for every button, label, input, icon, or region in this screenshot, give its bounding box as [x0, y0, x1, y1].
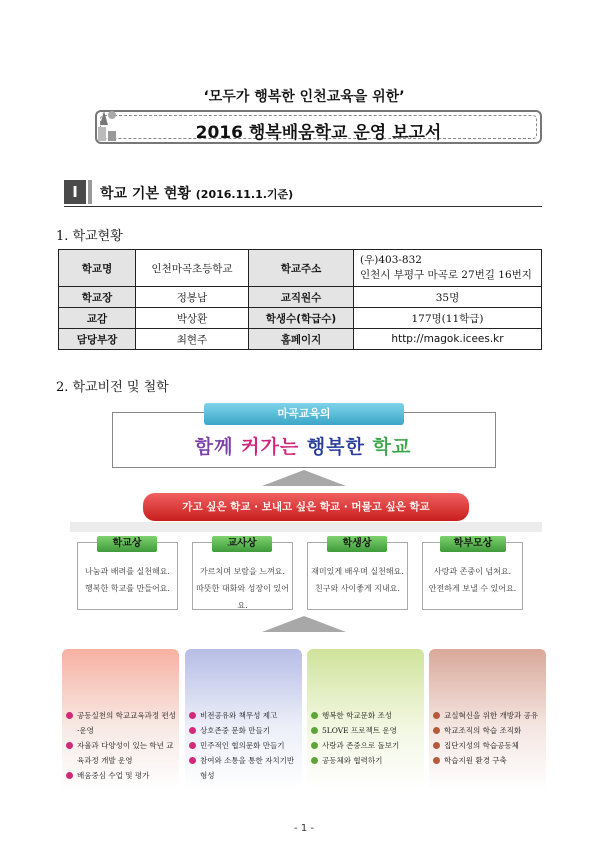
card-line: 따뜻한 대화와 성장이 있어요.	[196, 584, 289, 610]
vision-word: 행복한	[306, 436, 365, 458]
table-value: 박상환	[136, 308, 249, 329]
section-bar	[88, 180, 92, 204]
address-line: (우)403-832	[360, 254, 422, 266]
card-title: 학생상	[327, 536, 387, 552]
card-line: 사랑과 존중이 넘쳐요.	[433, 567, 512, 576]
list-item: 행복한 학교문화 조성	[311, 708, 421, 723]
table-row	[59, 287, 542, 308]
card-line: 가르치며 보람을 느껴요.	[200, 567, 285, 576]
card-text	[192, 563, 293, 614]
table-label: 교감	[59, 308, 136, 329]
table-label: 학생수(학급수)	[249, 308, 354, 329]
list-item: 참여와 소통을 통한 자치기반 형성	[189, 753, 299, 783]
panel-list	[433, 708, 543, 768]
list-item: 자율과 다양성이 있는 학년 교육과정 개발 운영	[66, 738, 176, 768]
school-info-table	[58, 249, 542, 350]
section-title	[100, 183, 293, 203]
card-line: 친구와 사이좋게 지내요.	[315, 584, 400, 593]
panel-list	[66, 708, 176, 783]
vision-word: 학교	[372, 436, 412, 458]
card-text	[422, 563, 523, 597]
list-item: 상호존중 문화 만들기	[189, 723, 299, 738]
table-value: 정봉남	[136, 287, 249, 308]
list-item: 사랑과 존중으로 돌보기	[311, 738, 421, 753]
table-label: 학교명	[59, 250, 136, 287]
section-date: (2016.11.1.기준)	[195, 188, 294, 201]
card-line: 안전하게 보낼 수 있어요.	[428, 584, 517, 593]
table-label: 학교주소	[249, 250, 354, 287]
table-label: 학교장	[59, 287, 136, 308]
banner-shadow	[70, 522, 542, 532]
table-value: 35명	[354, 287, 542, 308]
document-title: 2016 행복배움학교 운영 보고서	[195, 123, 442, 143]
document-subtitle: ‘모두가 행복한 인천교육을 위한’	[203, 89, 405, 105]
homepage-link[interactable]: http://magok.icees.kr	[354, 329, 542, 350]
table-value: 177명(11학급)	[354, 308, 542, 329]
up-arrow-triangle	[262, 470, 346, 486]
list-item: 민주적인 협의문화 만들기	[189, 738, 299, 753]
address-line: 인천시 부평구 마곡로 27번길 16번지	[360, 269, 532, 281]
table-row	[59, 329, 542, 350]
up-arrow-triangle	[262, 616, 346, 632]
section-number: Ⅰ	[64, 180, 86, 204]
list-item: 비전공유와 책무성 제고	[189, 708, 299, 723]
list-item: 학습지원 환경 구축	[433, 753, 543, 768]
vision-tab: 마곡교육의	[204, 403, 404, 425]
card-title: 교사상	[212, 536, 272, 552]
card-title: 학부모상	[440, 536, 506, 552]
table-label: 교직원수	[249, 287, 354, 308]
table-value: 최현주	[136, 329, 249, 350]
subheading-vision: 2. 학교비전 및 철학	[56, 380, 169, 395]
list-item: 공동실천의 학교교육과정 편성·운영	[66, 708, 176, 738]
section-title-text: 학교 기본 현황	[100, 186, 191, 202]
list-item: 집단지성의 학습공동체	[433, 738, 543, 753]
vision-word: 커가는	[241, 436, 300, 458]
panel-list	[189, 708, 299, 783]
table-label: 홈페이지	[249, 329, 354, 350]
list-item: 공동체와 협력하기	[311, 753, 421, 768]
table-row	[59, 250, 542, 287]
list-item: 학교조직의 학습 조직화	[433, 723, 543, 738]
card-line: 재미있게 배우며 실천해요.	[311, 567, 404, 576]
list-item: 배움중심 수업 및 평가	[66, 768, 176, 783]
table-value: 인천마곡초등학교	[136, 250, 249, 287]
card-line: 나눔과 배려를 실천해요.	[85, 567, 170, 576]
list-item: 교실혁신을 위한 개방과 공유	[433, 708, 543, 723]
section-divider	[64, 206, 542, 207]
table-value-address	[354, 250, 542, 287]
vision-statement	[112, 432, 494, 459]
table-label: 담당부장	[59, 329, 136, 350]
card-text	[307, 563, 408, 597]
table-row	[59, 308, 542, 329]
list-item: 5LOVE 프로젝트 운영	[311, 723, 421, 738]
panel-list	[311, 708, 421, 768]
subheading-school-status: 1. 학교현황	[56, 229, 123, 244]
card-line: 행복한 학교를 만들어요.	[85, 584, 170, 593]
card-text	[77, 563, 178, 597]
vision-word: 함께	[194, 436, 234, 458]
card-title: 학교상	[97, 536, 157, 552]
slogan-banner: 가고 싶은 학교 · 보내고 싶은 학교 · 머물고 싶은 학교	[143, 493, 469, 521]
page-number: - 1 -	[294, 823, 314, 834]
